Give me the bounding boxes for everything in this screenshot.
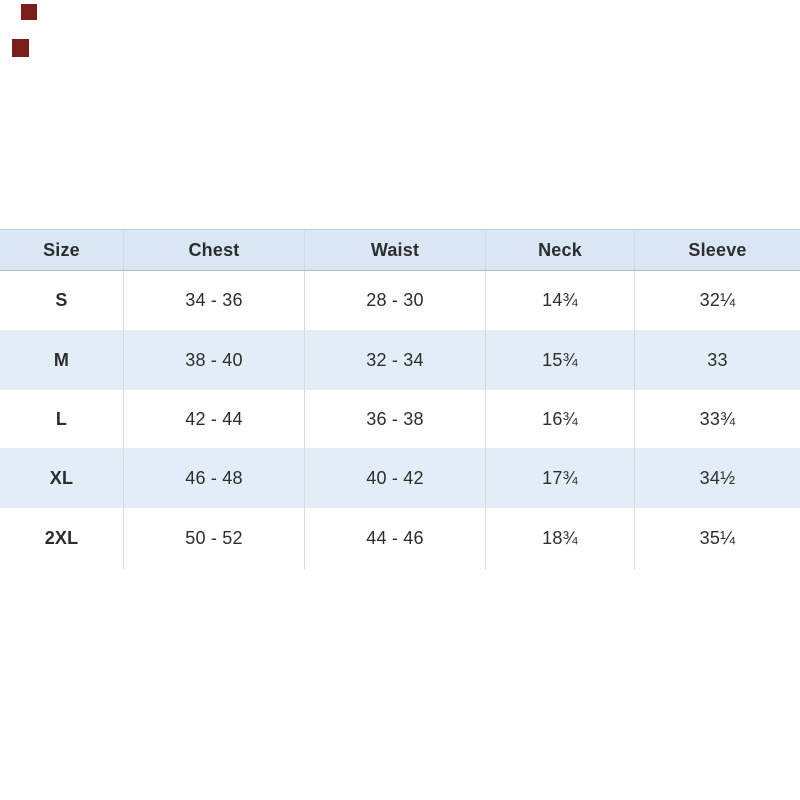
size-label-cell: M (0, 331, 124, 389)
red-artifact-mark-2 (12, 39, 29, 57)
measurement-value-cell: 36 - 38 (305, 390, 486, 448)
measurement-value-cell: 42 - 44 (124, 390, 305, 448)
measurement-value-cell: 32¼ (699, 290, 736, 310)
header-cell-waist: Waist (305, 230, 486, 270)
header-cell-neck: Neck (486, 230, 635, 270)
measurement-value-cell: 32 - 34 (305, 331, 486, 389)
measurement-value-cell: 35¼ (699, 528, 736, 548)
measurement-value-cell: 40 - 42 (305, 449, 486, 507)
measurement-value-cell: 46 - 48 (124, 449, 305, 507)
header-cell-sleeve: Sleeve (688, 239, 747, 260)
measurement-value-cell: 16¾ (486, 390, 635, 448)
table-row-l (0, 389, 800, 448)
table-row-s (0, 271, 800, 330)
measurement-value-cell: 15¾ (486, 331, 635, 389)
size-label-cell: 2XL (0, 508, 124, 569)
measurement-value-cell: 44 - 46 (305, 508, 486, 569)
header-cell-size: Size (0, 230, 124, 270)
header-cell-chest: Chest (124, 230, 305, 270)
table-row-2xl (0, 507, 800, 569)
table-header-row (0, 229, 800, 271)
size-label-cell: XL (0, 449, 124, 507)
measurement-value-cell: 34½ (699, 467, 736, 488)
measurement-value-cell: 38 - 40 (124, 331, 305, 389)
measurement-value-cell: 33¾ (699, 408, 736, 429)
measurement-value-cell: 34 - 36 (124, 271, 305, 330)
measurement-value-cell: 18¾ (486, 508, 635, 569)
measurement-value-cell: 28 - 30 (305, 271, 486, 330)
table-row-xl (0, 448, 800, 507)
measurement-value-cell: 17¾ (486, 449, 635, 507)
size-label-cell: L (0, 390, 124, 448)
measurement-value-cell: 14¾ (486, 271, 635, 330)
red-artifact-mark-1 (21, 4, 37, 20)
measurement-value-cell: 33 (707, 349, 728, 370)
measurement-value-cell: 50 - 52 (124, 508, 305, 569)
table-row-m (0, 330, 800, 389)
size-chart-table (0, 229, 800, 569)
size-label-cell: S (0, 271, 124, 330)
